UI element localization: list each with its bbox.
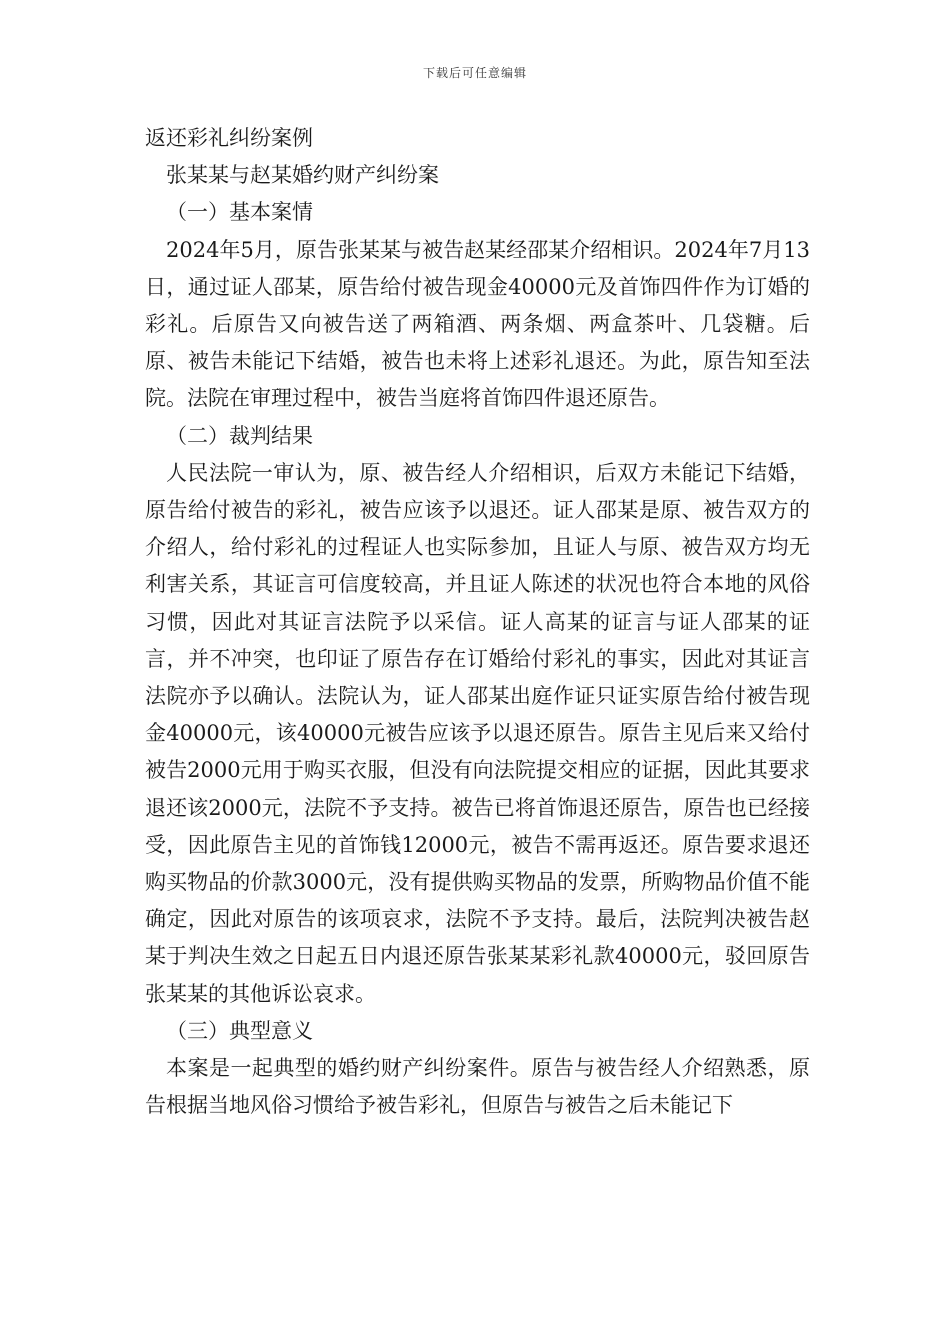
section-heading-significance: （三）典型意义 — [166, 1018, 313, 1043]
paragraph-basic-facts: 2024年5月，原告张某某与被告赵某经邵某介绍相识。2024年7月13日，通过证人邵某，原告给付被告现金40000元及首饰四件作为订婚的彩礼。后原告又向被告送了两箱酒、两条烟、两盒茶叶、几袋糖。后原、被告未能记下结婚，被告也未将上述彩礼退还。为此，原告知至法院。法院在审理过程中，被告当庭将首饰四件退还原告。 — [145, 237, 810, 411]
paragraph-significance: 本案是一起典型的婚约财产纠纷案件。原告与被告经人介绍熟悉，原告根据当地风俗习惯给予被告彩礼，但原告与被告之后未能记下 — [145, 1056, 810, 1118]
section-heading-judgment: （二）裁判结果 — [166, 423, 313, 448]
paragraph-judgment: 人民法院一审认为，原、被告经人介绍相识，后双方未能记下结婚，原告给付被告的彩礼，被告应该予以退还。证人邵某是原、被告双方的介绍人，给付彩礼的过程证人也实际参加，且证人与原、被告双方均无利害关系，其证言可信度较高，并且证人陈述的状况也符合本地的风俗习惯，因此对其证言法院予以采信。证人高某的证言与证人邵某的证言，并不冲突，也印证了原告存在订婚给付彩礼的事实，因此对其证言法院亦予以确认。法院认为，证人邵某出庭作证只证实原告给付被告现金40000元，该40000元被告应该予以退还原告。原告主见后来又给付被告2000元用于购买衣服，但没有向法院提交相应的证据，因此其要求退还该2000元，法院不予支持。被告已将首饰退还原告，原告也已经接受，因此原告主见的首饰钱12000元，被告不需再返还。原告要求退还购买物品的价款3000元，没有提供购买物品的发票，所购物品价值不能确定，因此对原告的该项哀求，法院不予支持。最后，法院判决被告赵某于判决生效之日起五日内退还原告张某某彩礼款40000元，驳回原告张某某的其他诉讼哀求。 — [145, 460, 810, 1006]
section-heading-basic-facts: （一）基本案情 — [166, 200, 313, 225]
case-title: 张某某与赵某婚约财产纠纷案 — [166, 163, 439, 188]
header-note: 下载后可任意编辑 — [422, 66, 527, 80]
document-title: 返还彩礼纠纷案例 — [145, 126, 313, 150]
document-content — [145, 120, 810, 1124]
